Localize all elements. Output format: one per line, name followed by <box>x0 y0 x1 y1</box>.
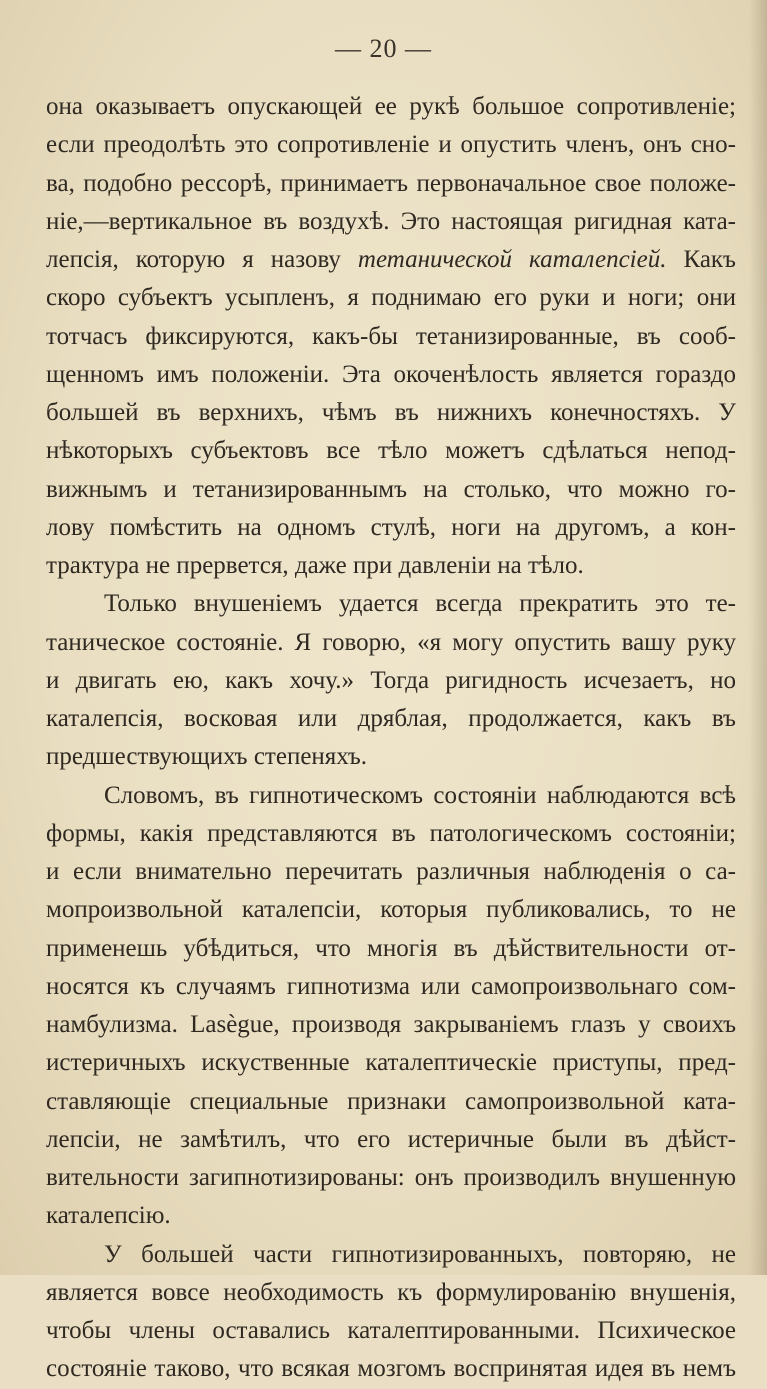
text-line: ніе,—вертикальное въ воздухѣ. Это настоящая ригидная ката- <box>46 207 736 235</box>
page-edge-shadow <box>749 0 767 1275</box>
text-line: большей въ верхнихъ, чѣмъ въ нижнихъ конечностяхъ. У <box>46 399 736 426</box>
text-segment: Какъ <box>666 246 736 273</box>
text-line: Словомъ, въ гипнотическомъ состояніи наблюдаются всѣ <box>104 781 736 809</box>
text-line: щенномъ имъ положеніи. Эта окоченѣлость является гораздо <box>46 360 736 388</box>
text-line: применешь убѣдиться, что многія въ дѣйствительности от- <box>46 934 736 962</box>
text-line: У большей части гипнотизированныхъ, повторяю, не <box>104 1240 736 1268</box>
text-line: если преодолѣть это сопротивленіе и опустить членъ, онъ сно- <box>46 131 736 159</box>
text-line: она оказываетъ опускающей ее рукѣ большое сопротивленіе; <box>46 93 736 120</box>
text-line: намбулизма. Lasègue, производя закрываніемъ глазъ у своихъ <box>46 1011 736 1038</box>
text-line: каталепсія, восковая или дряблая, продолжается, какъ въ <box>46 705 736 732</box>
text-line: является вовсе необходимость къ формулированію внушенія, <box>46 1278 736 1306</box>
text-line: мопроизвольной каталепсіи, которыя публиковались, то не <box>46 896 736 924</box>
text-line: тотчасъ фиксируются, какъ-бы тетанизированные, въ сооб- <box>46 322 736 350</box>
text-line: лепсіи, не замѣтилъ, что его истеричные были въ дѣйст- <box>46 1125 736 1153</box>
text-line: чтобы члены оставались каталептированными. Психическое <box>46 1317 736 1344</box>
text-line: состояніе таково, что всякая мозгомъ воспринятая идея въ немъ <box>46 1355 736 1383</box>
text-line: лову помѣстить на одномъ стулѣ, ноги на другомъ, а кон- <box>46 513 736 541</box>
text-line: предшествующихъ степеняхъ. <box>46 743 368 771</box>
text-line: скоро субъектъ усыпленъ, я поднимаю его руки и ноги; они <box>46 284 736 312</box>
text-line: ставляющіе специальные признаки самопроизвольной ката- <box>46 1087 736 1115</box>
text-line: вижнымъ и тетанизированнымъ на столько, что можно го- <box>46 475 736 503</box>
text-line: каталепсію. <box>46 1202 171 1230</box>
text-line: вительности загипнотизированы: онъ производилъ внушенную <box>46 1164 736 1191</box>
body-text <box>46 88 736 1389</box>
text-line: носятся къ случаямъ гипнотизма или самопроизвольнаго сом- <box>46 972 736 1000</box>
text-line: формы, какія представляются въ патологическомъ состояніи; <box>46 819 736 847</box>
text-line: нѣкоторыхъ субъектовъ все тѣло можетъ сдѣлаться непод- <box>46 437 736 465</box>
text-line: Только внушеніемъ удается всегда прекратить это те- <box>104 590 736 618</box>
page-number: — 20 — <box>335 34 432 63</box>
text-line: ва, подобно рессорѣ, принимаетъ первоначальное свое положе- <box>46 169 736 197</box>
italic-term: тетанической каталепсіей. <box>357 246 667 273</box>
text-line: и двигать ею, какъ хочу.» Тогда ригидность исчезаетъ, но <box>46 666 736 694</box>
text-line: трактура не прервется, даже при давленіи на тѣло. <box>46 552 584 579</box>
text-segment: лепсія, которую я назову <box>46 246 358 273</box>
text-line <box>46 241 736 279</box>
text-line: истеричныхъ искуственные каталептическіе приступы, пред- <box>46 1049 736 1077</box>
text-line: таническое состояніе. Я говорю, «я могу опустить вашу руку <box>46 628 736 656</box>
text-line: и если внимательно перечитать различныя наблюденія о са- <box>46 858 736 885</box>
